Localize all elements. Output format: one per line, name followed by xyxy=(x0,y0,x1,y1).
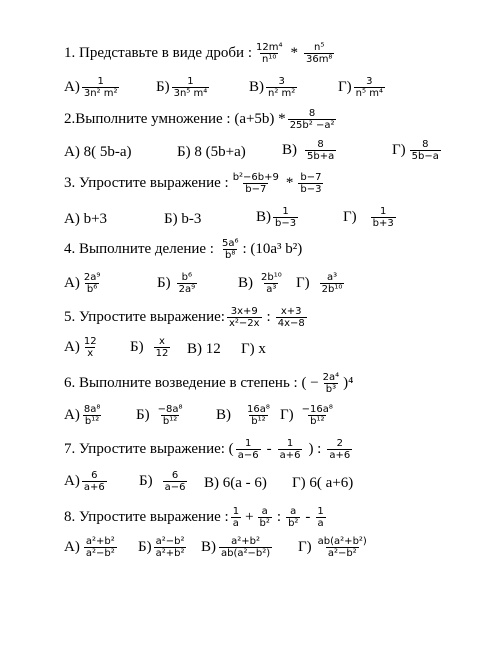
fraction: $\frac{\text{2a⁴}}{\text{b³}}$ xyxy=(322,372,340,395)
question-text: 7. Упростите выражение: ( xyxy=(64,441,234,457)
fraction: $\frac{\text{5a⁶}}{\text{b⁸}}$ xyxy=(221,238,239,261)
question-3 xyxy=(64,172,325,195)
expression-tail: ) : xyxy=(308,441,322,457)
question-7 xyxy=(64,438,354,461)
question-text: 5. Упростите выражение: xyxy=(64,309,225,325)
option-d[interactable]: Г) $\frac{8}{5b-a}$ xyxy=(392,139,439,162)
option-b[interactable]: Б) b-3 xyxy=(164,211,202,227)
option-b[interactable]: Б) $\frac{6}{a-6}$ xyxy=(139,470,186,493)
option-b[interactable]: Б) $\frac{\text{a²−b²}}{\text{a²+b²}}$ xyxy=(138,536,185,559)
fraction: $\frac{8}{\text{25b² −a²}}$ xyxy=(289,108,335,131)
expression-tail: )⁴ xyxy=(343,375,354,391)
expression-tail: : (10a³ b²) xyxy=(242,241,303,257)
fraction: $\frac{x+3}{4x-8}$ xyxy=(277,306,305,329)
options-3 xyxy=(64,206,464,236)
option-a[interactable]: А) 8( 5b-a) xyxy=(64,144,132,160)
option-a[interactable]: А) $\frac{\text{8a⁸}}{\text{b¹²}}$ xyxy=(64,404,101,427)
fraction: $\frac{3x+9}{\text{x²−2x}}$ xyxy=(228,306,260,329)
option-d[interactable]: Г) 6( a+6) xyxy=(292,475,354,491)
fraction: $\frac{1}{a}$ xyxy=(232,506,240,529)
option-a[interactable]: А) $\frac{6}{a+6}$ xyxy=(64,470,105,493)
fraction: $\frac{a}{\text{b²}}$ xyxy=(259,506,270,529)
operator: * xyxy=(285,175,294,191)
fraction: $\frac{\text{12m⁴}}{\text{n¹⁰}}$ xyxy=(255,42,283,65)
question-text: 4. Выполните деление : xyxy=(64,241,214,257)
option-d[interactable]: Г) $\frac{3}{\text{n⁵ m⁴}}$ xyxy=(338,76,383,99)
fraction: $\frac{\text{b²−6b+9}}{b-7}$ xyxy=(232,172,279,195)
operator: : xyxy=(266,309,271,325)
option-b[interactable]: Б) $\frac{\text{b⁶}}{\text{2a⁹}}$ xyxy=(157,272,196,295)
option-c[interactable]: В) $\frac{3}{\text{n² m²}}$ xyxy=(249,76,296,99)
question-text: 2.Выполните умножение : (a+5b) * xyxy=(64,111,286,127)
option-b[interactable]: Б) 8 (5b+a) xyxy=(177,144,246,160)
question-2 xyxy=(64,108,338,131)
option-c[interactable]: В) $\frac{\text{2b¹⁰}}{\text{a³}}$ xyxy=(238,272,282,295)
option-a[interactable]: А) b+3 xyxy=(64,211,108,227)
fraction: $\frac{1}{a+6}$ xyxy=(279,438,301,461)
option-b[interactable]: Б) $\frac{x}{12}$ xyxy=(130,336,169,359)
question-4 xyxy=(64,238,302,261)
option-a[interactable]: А) $\frac{\text{2a⁹}}{\text{b⁶}}$ xyxy=(64,272,101,295)
question-text: 6. Выполните возведение в степень : ( − xyxy=(64,375,319,391)
question-1 xyxy=(64,42,336,65)
question-5 xyxy=(64,306,309,329)
option-c[interactable]: В) $\frac{8}{5b+a}$ xyxy=(282,139,335,162)
operator: - xyxy=(305,509,311,525)
options-8 xyxy=(64,536,464,566)
option-d[interactable]: Г) $\frac{\text{ab(a²+b²)}}{\text{a²−b²}}$ xyxy=(298,536,367,559)
option-c[interactable]: В) $\frac{1}{b-3}$ xyxy=(256,206,297,229)
option-c[interactable]: В) $\frac{\text{16a⁸}}{\text{b¹²}}$ xyxy=(216,404,270,427)
option-a[interactable]: А) $\frac{\text{a²+b²}}{\text{a²−b²}}$ xyxy=(64,536,115,559)
options-7 xyxy=(64,470,464,500)
options-1 xyxy=(64,76,464,106)
operator: + xyxy=(245,509,254,525)
fraction: $\frac{2}{a+6}$ xyxy=(329,438,351,461)
question-8 xyxy=(64,506,328,529)
fraction: $\frac{1}{a}$ xyxy=(317,506,324,529)
option-d[interactable]: Г) $\frac{\text{a³}}{\text{2b¹⁰}}$ xyxy=(296,272,343,295)
question-text: 1. Представьте в виде дроби : xyxy=(64,45,252,61)
question-6 xyxy=(64,372,353,395)
option-d[interactable]: Г) $\frac{\text{−16a⁸}}{\text{b¹²}}$ xyxy=(280,404,333,427)
fraction: $\frac{\text{n⁵}}{\text{36m⁸}}$ xyxy=(305,42,333,65)
option-d[interactable]: Г) $\frac{1}{b+3}$ xyxy=(343,206,394,229)
operator: : xyxy=(276,509,282,525)
options-2 xyxy=(64,139,464,169)
option-d[interactable]: Г) x xyxy=(241,341,266,357)
option-b[interactable]: Б) $\frac{\text{−8a⁸}}{\text{b¹²}}$ xyxy=(136,404,183,427)
operator: * xyxy=(290,45,298,61)
options-4 xyxy=(64,272,464,302)
options-5 xyxy=(64,336,464,366)
options-6 xyxy=(64,404,464,434)
question-text: 8. Упростите выражение : xyxy=(64,509,229,525)
option-c[interactable]: В) 12 xyxy=(187,341,221,357)
option-c[interactable]: В) 6(a - 6) xyxy=(204,475,267,491)
option-a[interactable]: А) $\frac{1}{\text{3n² m²}}$ xyxy=(64,76,118,99)
option-b[interactable]: Б) $\frac{1}{\text{3n⁵ m⁴}}$ xyxy=(156,76,208,99)
fraction: $\frac{1}{a-6}$ xyxy=(237,438,259,461)
option-a[interactable]: А) $\frac{12}{x}$ xyxy=(64,336,97,359)
question-text: 3. Упростите выражение : xyxy=(64,175,229,191)
operator: - xyxy=(266,441,272,457)
fraction: $\frac{a}{\text{b²}}$ xyxy=(288,506,299,529)
fraction: $\frac{b-7}{b-3}$ xyxy=(300,172,322,195)
option-c[interactable]: В) $\frac{\text{a²+b²}}{\text{ab(a²−b²)}}$ xyxy=(201,536,271,559)
